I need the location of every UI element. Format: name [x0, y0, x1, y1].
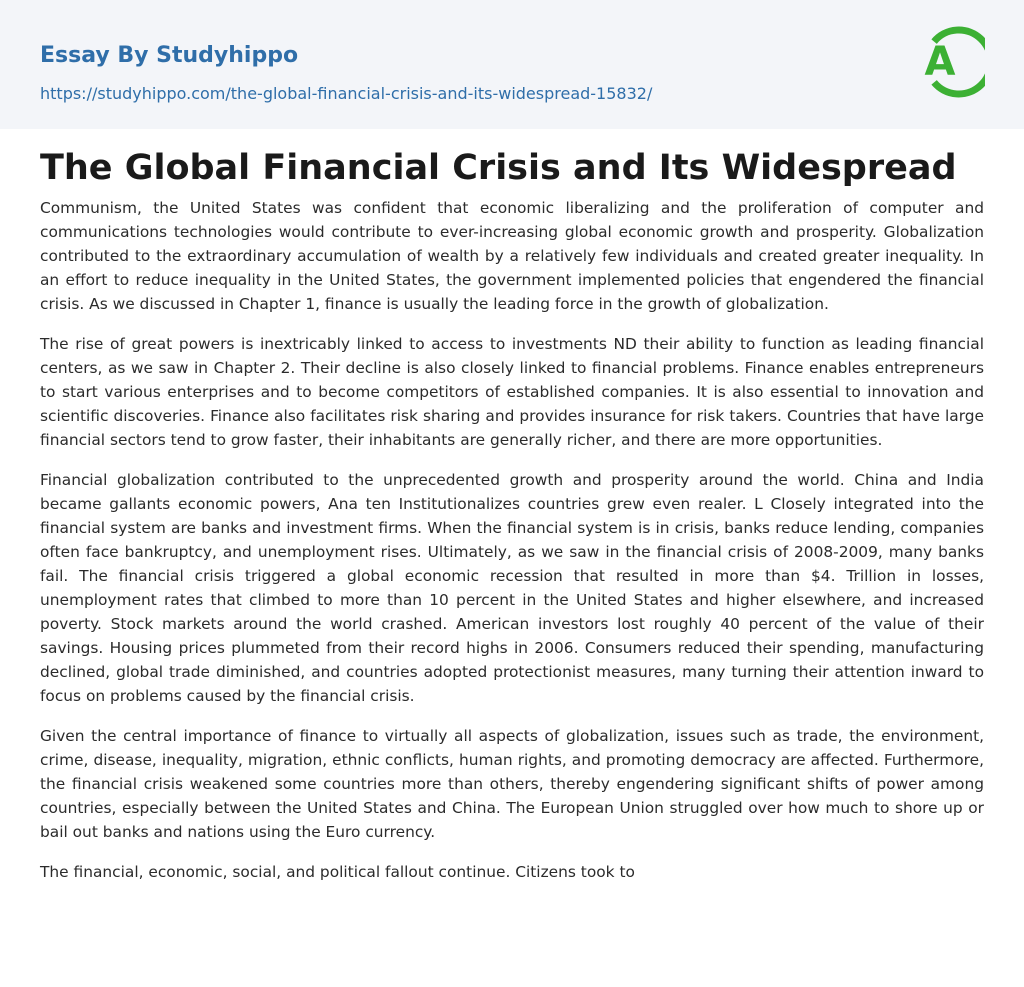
site-title: Essay By Studyhippo	[40, 43, 299, 68]
logo-letter: A	[924, 39, 956, 85]
essay-paragraph: Communism, the United States was confident that economic liberalizing and the proliferation of computer and communications technologies would contribute to ever-increasing global economic growth and prosperity. Globalization contributed to the extraordinary accumulation of wealth by a relatively few individuals and created greater inequality. In an effort to reduce inequality in the United States, the government implemented policies that engendered the financial crisis. As we discussed in Chapter 1, finance is usually the leading force in the growth of globalization.	[40, 199, 984, 313]
essay-paragraph: The rise of great powers is inextricably linked to access to investments ND their ability to function as leading financial centers, as we saw in Chapter 2. Their decline is also closely linked to financial problems. Finance enables entrepreneurs to start various enterprises and to become competitors of established companies. It is also essential to innovation and scientific discoveries. Finance also facilitates risk sharing and provides insurance for risk takers. Countries that have large financial sectors tend to grow faster, their inhabitants are generally richer, and there are more opportunities.	[40, 335, 984, 449]
essay-title: The Global Financial Crisis and Its Widespread	[40, 148, 957, 188]
essay-content	[40, 146, 984, 900]
essay-paragraph: The financial, economic, social, and political fallout continue. Citizens took to	[40, 863, 635, 881]
studyhippo-logo-icon[interactable]	[913, 19, 985, 105]
essay-paragraph: Financial globalization contributed to the unprecedented growth and prosperity around the world. China and India became gallants economic powers, Ana ten Institutionalizes countries grew even realer. L Closely integrated into the financial system are banks and investment firms. When the financial system is in crisis, banks reduce lending, companies often face bankruptcy, and unemployment rises. Ultimately, as we saw in the financial crisis of 2008-2009, many banks fail. The financial crisis triggered a global economic recession that resulted in more than $4. Trillion in losses, unemployment rates that climbed to more than 10 percent in the United States and higher elsewhere, and increased poverty. Stock markets around the world crashed. American investors lost roughly 40 percent of the value of their savings. Housing prices plummeted from their record highs in 2006. Consumers reduced their spending, manufacturing declined, global trade diminished, and countries adopted protectionist measures, many turning their attention inward to focus on problems caused by the financial crisis.	[40, 471, 984, 705]
site-header	[0, 0, 1024, 129]
essay-url-link[interactable]: https://studyhippo.com/the-global-financial-crisis-and-its-widespread-15832/	[40, 84, 653, 103]
essay-paragraph: Given the central importance of finance to virtually all aspects of globalization, issues such as trade, the environment, crime, disease, inequality, migration, ethnic conflicts, human rights, and promoting democracy are affected. Furthermore, the financial crisis weakened some countries more than others, thereby engendering significant shifts of power among countries, especially between the United States and China. The European Union struggled over how much to shore up or bail out banks and nations using the Euro currency.	[40, 727, 984, 841]
